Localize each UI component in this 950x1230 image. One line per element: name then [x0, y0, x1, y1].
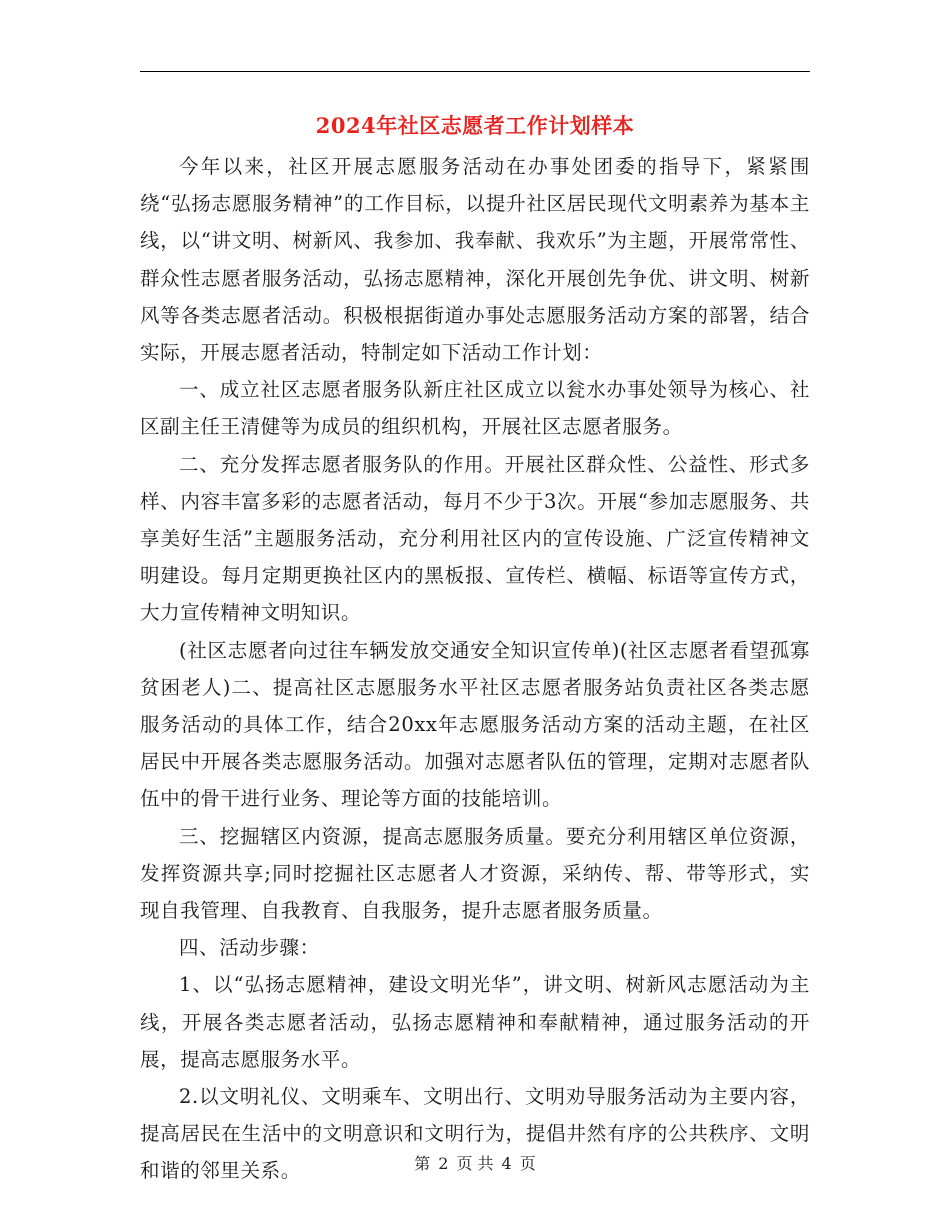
footer-middle: 页 共 [456, 1154, 494, 1173]
page-footer [0, 1152, 950, 1176]
paragraph-section-2: 二、充分发挥志愿者服务队的作用。开展社区群众性、公益性、形式多样、内容丰富多彩的志愿者活动，每月不少于3次。开展“参加志愿服务、共享美好生活”主题服务活动，充分利用社区内的宣传设施、广泛宣传精神文明建设。每月定期更换社区内的黑板报、宣传栏、横幅、标语等宣传方式，大力宣传精神文明知识。 [140, 452, 810, 625]
footer-suffix: 页 [519, 1154, 536, 1173]
document-body [140, 148, 810, 1190]
paragraph-section-4-heading: 四、活动步骤： [179, 936, 320, 960]
document-title: 2024年社区志愿者工作计划样本 [315, 113, 635, 138]
footer-current-page: 2 [438, 1154, 449, 1173]
paragraph-section-3: 三、挖掘辖区内资源，提高志愿服务质量。要充分利用辖区单位资源，发挥资源共享;同时挖掘社区志愿者人才资源，采纳传、帮、带等形式，实现自我管理、自我教育、自我服务，提升志愿者服务质量。 [140, 824, 810, 923]
paragraph-step-2: 2.以文明礼仪、文明乘车、文明出行、文明劝导服务活动为主要内容，提高居民在生活中的文明意识和文明行为，提倡井然有序的公共秩序、文明和谐的邻里关系。 [140, 1085, 810, 1183]
header-rule [140, 71, 810, 72]
paragraph-section-1: 一、成立社区志愿者服务队新庄社区成立以瓮水办事处领导为核心、社区副主任王清健等为成员的组织机构，开展社区志愿者服务。 [140, 378, 810, 439]
paragraph-photo-captions: (社区志愿者向过往车辆发放交通安全知识宣传单)(社区志愿者看望孤寡贫困老人)二、提高社区志愿服务水平社区志愿者服务站负责社区各类志愿服务活动的具体工作，结合20xx年志愿服务活动方案的活动主题，在社区居民中开展各类志愿服务活动。加强对志愿者队伍的管理，定期对志愿者队伍中的骨干进行业务、理论等方面的技能培训。 [140, 638, 810, 811]
paragraph-step-1: 1、以“弘扬志愿精神，建设文明光华”，讲文明、树新风志愿活动为主线，开展各类志愿者活动，弘扬志愿精神和奉献精神，通过服务活动的开展，提高志愿服务水平。 [140, 973, 810, 1071]
footer-total-pages: 4 [501, 1154, 512, 1173]
footer-prefix: 第 [414, 1154, 431, 1173]
paragraph-intro: 今年以来，社区开展志愿服务活动在办事处团委的指导下，紧紧围绕“弘扬志愿服务精神”的工作目标，以提升社区居民现代文明素养为基本主线，以“讲文明、树新风、我参加、我奉献、我欢乐”为主题，开展常常性、群众性志愿者服务活动，弘扬志愿精神，深化开展创先争优、讲文明、树新风等各类志愿者活动。积极根据街道办事处志愿服务活动方案的部署，结合实际，开展志愿者活动，特制定如下活动工作计划： [140, 155, 810, 365]
